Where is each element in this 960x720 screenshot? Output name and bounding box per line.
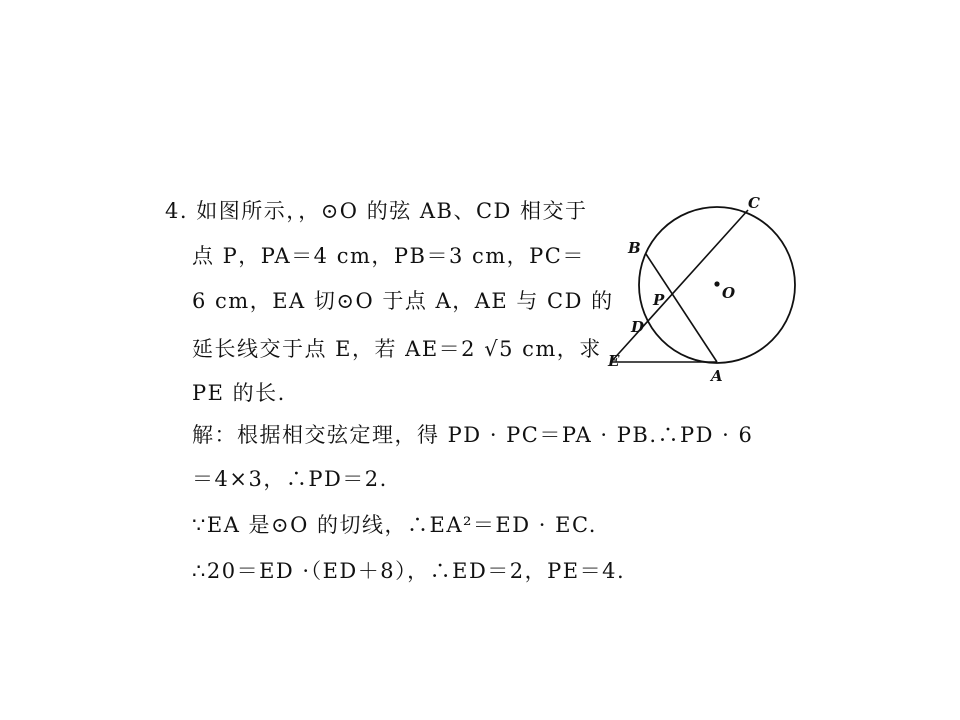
- solution-line-3: ∵EA 是⊙O 的切线，∴EA²＝ED · EC.: [192, 513, 597, 537]
- solution-line-4: ∴20＝ED ·（ED＋8），∴ED＝2，PE＝4.: [192, 559, 626, 583]
- solution-line-1: 解：根据相交弦定理，得 PD · PC＝PA · PB.∴PD · 6: [192, 423, 754, 447]
- label-a: A: [711, 367, 723, 385]
- problem-line-4: 延长线交于点 E，若 AE＝2 √5 cm，求: [192, 337, 602, 361]
- label-o: O: [722, 284, 736, 302]
- problem-line-2: 点 P，PA＝4 cm，PB＝3 cm，PC＝: [192, 244, 585, 268]
- problem-line-1: 4. 如图所示，，⊙O 的弦 AB、CD 相交于: [165, 199, 588, 223]
- label-c: C: [748, 194, 760, 212]
- label-p: P: [653, 291, 665, 309]
- center-point: [714, 281, 719, 286]
- label-b: B: [628, 239, 641, 257]
- problem-line-5: PE 的长.: [192, 381, 286, 405]
- label-e: E: [608, 352, 620, 370]
- label-d: D: [631, 318, 645, 336]
- solution-line-2: ＝4×3，∴PD＝2.: [192, 467, 388, 491]
- geometry-figure: [600, 190, 810, 390]
- problem-line-3: 6 cm，EA 切⊙O 于点 A，AE 与 CD 的: [192, 289, 614, 313]
